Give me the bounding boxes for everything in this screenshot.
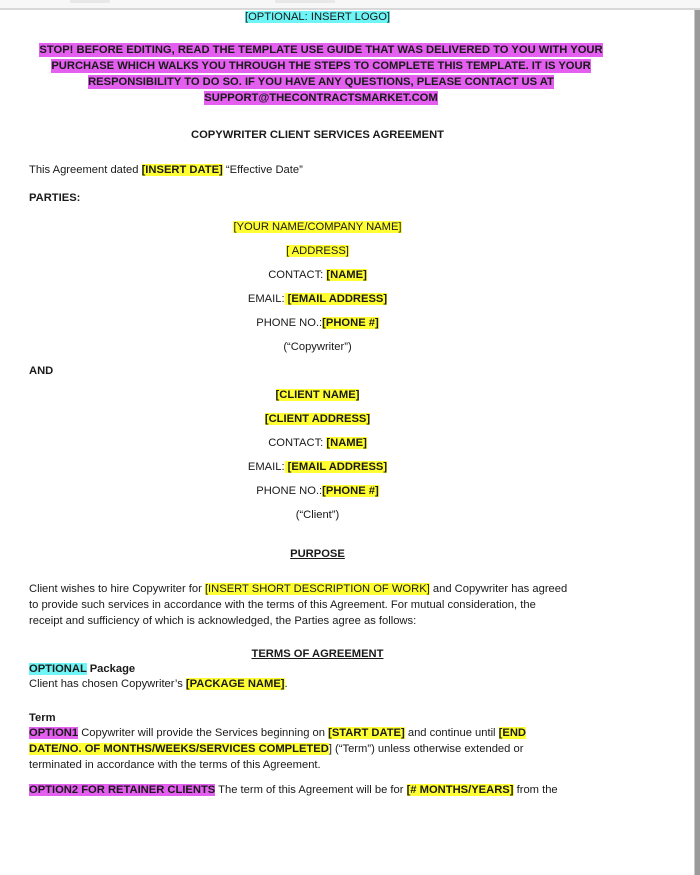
purpose-paragraph (29, 581, 619, 629)
copywriter-contact-line (0, 268, 635, 282)
purpose-text: receipt and sufficiency of which is acknowledged, the Parties agree as follows: (29, 615, 417, 627)
client-name-line (0, 388, 635, 402)
insert-date-placeholder[interactable]: [INSERT DATE] (141, 164, 223, 176)
logo-placeholder[interactable]: [OPTIONAL: INSERT LOGO] (244, 11, 391, 23)
toolbar-segment (70, 0, 110, 3)
dated-prefix: This Agreement dated (29, 164, 142, 176)
terms-heading: TERMS OF AGREEMENT (251, 648, 384, 660)
client-email-line (0, 460, 635, 474)
client-phone-placeholder[interactable]: [PHONE #] (322, 485, 379, 497)
client-contact-line (0, 436, 635, 450)
option1-text: ] (“Term”) unless otherwise extended or (328, 743, 524, 755)
agreement-dated-line (29, 163, 600, 177)
copywriter-email-placeholder[interactable]: [EMAIL ADDRESS] (284, 293, 388, 305)
option2-tag: OPTION2 FOR RETAINER CLIENTS (29, 784, 216, 796)
option1-text: and continue until (404, 727, 499, 739)
email-label: EMAIL: (247, 293, 285, 305)
copywriter-phone-placeholder[interactable]: [PHONE #] (322, 317, 379, 329)
copywriter-phone-line (0, 316, 635, 330)
term-label: Term (29, 712, 56, 724)
purpose-text: to provide such services in accordance with the terms of this Agreement. For mutual consideration, the (29, 599, 536, 611)
email-label: EMAIL: (247, 461, 285, 473)
option1-tag: OPTION1 (29, 727, 79, 739)
document-page (0, 10, 694, 875)
copywriter-address-placeholder[interactable]: [ ADDRESS] (286, 245, 349, 257)
client-name-placeholder[interactable]: [CLIENT NAME] (275, 389, 360, 401)
warning-line-3: RESPONSIBILITY TO DO SO. IF YOU HAVE ANY QUESTIONS, PLEASE CONTACT US AT (88, 76, 554, 88)
package-line (29, 676, 619, 692)
client-email-placeholder[interactable]: [EMAIL ADDRESS] (284, 461, 388, 473)
purpose-text: Client wishes to hire Copywriter for (29, 583, 205, 595)
parties-label: PARTIES: (29, 192, 81, 204)
optional-tag: OPTIONAL (29, 663, 87, 675)
option2-paragraph (29, 782, 619, 798)
option2-text: from the (513, 784, 558, 796)
warning-line-4: SUPPORT@THECONTRACTSMARKET.COM (204, 92, 438, 104)
copywriter-role: (“Copywriter”) (283, 341, 352, 353)
copywriter-name-placeholder[interactable]: [YOUR NAME/COMPANY NAME] (233, 221, 402, 233)
client-phone-line (0, 484, 635, 498)
phone-label: PHONE NO.: (256, 317, 323, 329)
package-name-placeholder[interactable]: [PACKAGE NAME] (185, 678, 285, 690)
toolbar-segment (275, 0, 335, 3)
option1-paragraph (29, 725, 619, 773)
copywriter-address-line (0, 244, 635, 258)
client-role: (“Client”) (295, 509, 340, 521)
end-date-placeholder[interactable]: [END (498, 727, 527, 739)
contact-label: CONTACT: (268, 437, 327, 449)
package-label: Package (86, 663, 136, 675)
contact-label: CONTACT: (268, 269, 327, 281)
dated-suffix: “Effective Date” (222, 164, 303, 176)
package-text: . (284, 678, 288, 690)
template-warning (26, 42, 616, 106)
option1-text: terminated in accordance with the terms of this Agreement. (29, 759, 321, 771)
vertical-scrollbar[interactable] (694, 10, 700, 875)
option2-text: The term of this Agreement will be for (215, 784, 407, 796)
start-date-placeholder[interactable]: [START DATE] (328, 727, 405, 739)
client-contact-placeholder[interactable]: [NAME] (326, 437, 367, 449)
client-address-placeholder[interactable]: [CLIENT ADDRESS] (264, 413, 371, 425)
duration-placeholder[interactable]: [# MONTHS/YEARS] (406, 784, 514, 796)
copywriter-name-line (0, 220, 635, 234)
purpose-text: and Copywriter has agreed (429, 583, 568, 595)
agreement-title: COPYWRITER CLIENT SERVICES AGREEMENT (191, 129, 444, 141)
work-description-placeholder[interactable]: [INSERT SHORT DESCRIPTION OF WORK] (204, 583, 430, 595)
copywriter-email-line (0, 292, 635, 306)
package-label-line (29, 661, 619, 677)
phone-label: PHONE NO.: (256, 485, 323, 497)
end-date-placeholder-cont[interactable]: DATE/NO. OF MONTHS/WEEKS/SERVICES COMPLETED (29, 743, 329, 755)
viewer-toolbar-edge (0, 0, 700, 10)
copywriter-contact-placeholder[interactable]: [NAME] (326, 269, 367, 281)
option1-text: Copywriter will provide the Services beginning on (78, 727, 329, 739)
warning-line-1: STOP! BEFORE EDITING, READ THE TEMPLATE USE GUIDE THAT WAS DELIVERED TO YOU WITH YOUR (39, 44, 603, 56)
logo-placeholder-line (0, 10, 635, 24)
client-address-line (0, 412, 635, 426)
warning-line-2: PURCHASE WHICH WALKS YOU THROUGH THE STEPS TO COMPLETE THIS TEMPLATE. IT IS YOUR (51, 60, 591, 72)
package-text: Client has chosen Copywriter’s (29, 678, 186, 690)
and-label: AND (29, 365, 54, 377)
purpose-heading: PURPOSE (290, 548, 345, 560)
